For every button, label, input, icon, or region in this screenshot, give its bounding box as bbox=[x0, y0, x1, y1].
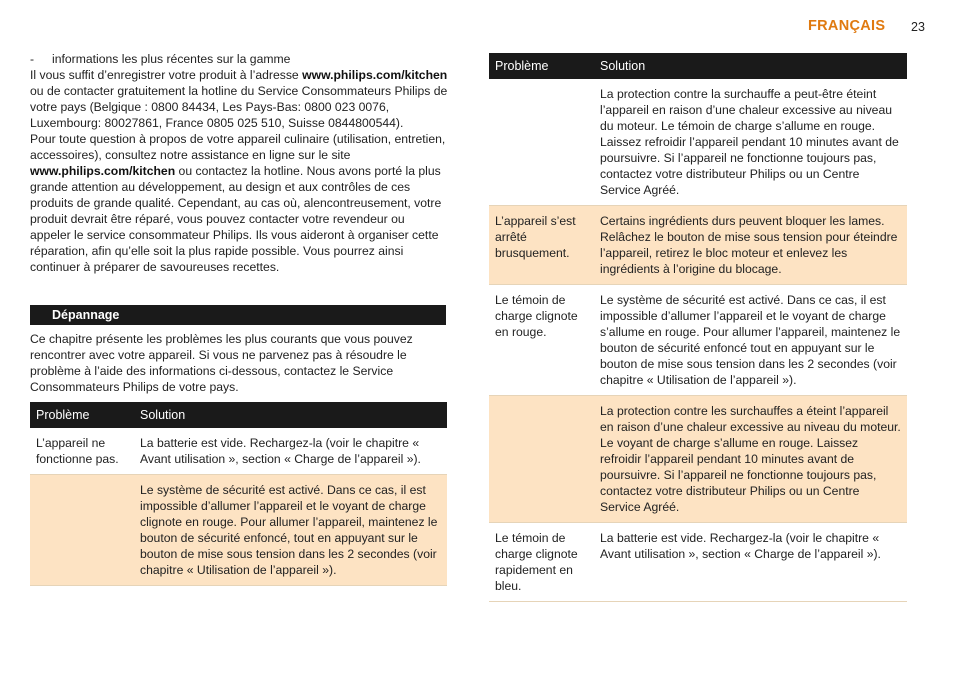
header-solution: Solution bbox=[134, 402, 447, 428]
philips-kitchen-link-2[interactable]: www.philips.com/kitchen bbox=[30, 164, 176, 178]
para2-start: Pour toute question à propos de votre appareil culinaire (utilisation, entretien, accessoires), consultez notre assistance en ligne sur le site bbox=[30, 132, 446, 162]
philips-kitchen-link[interactable]: www.philips.com/kitchen bbox=[302, 68, 448, 82]
solution-cell: La batterie est vide. Rechargez-la (voir le chapitre « Avant utilisation », section « Charge de l’appareil »). bbox=[134, 428, 447, 475]
solution-cell: La batterie est vide. Rechargez-la (voir le chapitre « Avant utilisation », section « Charge de l’appareil »). bbox=[594, 523, 907, 602]
header-problem: Problème bbox=[30, 402, 134, 428]
bullet-dash: - bbox=[30, 52, 35, 66]
problem-cell: L’appareil ne fonctionne pas. bbox=[30, 428, 134, 475]
table-row bbox=[30, 475, 447, 586]
problem-cell bbox=[489, 79, 594, 206]
page-number: 23 bbox=[911, 20, 925, 34]
language-label: FRANÇAIS bbox=[808, 18, 886, 34]
table-row bbox=[489, 206, 907, 285]
table-row bbox=[489, 285, 907, 396]
table-row bbox=[489, 396, 907, 523]
support-paragraph bbox=[30, 131, 448, 275]
intro-text-block bbox=[30, 51, 448, 275]
registration-paragraph bbox=[30, 67, 448, 131]
problem-cell: L’appareil s’est arrêté brusquement. bbox=[489, 206, 594, 285]
solution-cell: La protection contre les surchauffes a éteint l’appareil en raison d’une chaleur excessive au niveau du moteur. Le voyant de charge s’allume en rouge. Laissez refroidir l’appareil pendant 10 minutes avant de poursuivre. Si l’appareil ne fonctionne toujours pas, contactez votre distributeur Philips ou un Centre Service Agréé. bbox=[594, 396, 907, 523]
solution-cell: Le système de sécurité est activé. Dans ce cas, il est impossible d’allumer l’appareil et le voyant de charge s’allume en rouge. Pour allumer l’appareil, maintenez le bouton de sécurité enfoncé tout en appuyant sur le bouton de mise sous tension dans les 2 secondes (voir chapitre « Utilisation de l’appareil »). bbox=[594, 285, 907, 396]
problem-cell: Le témoin de charge clignote en rouge. bbox=[489, 285, 594, 396]
solution-cell: La protection contre la surchauffe a peut-être éteint l’appareil en raison d’une chaleur excessive au niveau du moteur. Le témoin de charge s’allume en rouge. Laissez refroidir l’appareil pendant 10 minutes avant de poursuivre. Si l’appareil ne fonctionne toujours pas, contactez votre distributeur Philips ou un Centre Service Agréé. bbox=[594, 79, 907, 206]
table-header-row bbox=[30, 402, 447, 428]
para1-end: ou de contacter gratuitement la hotline du Service Consommateurs Philips de votre pays (Belgique : 0800 84434, Les Pays-Bas: 0800 023 0076, Luxembourg: 80027861, France 0805 025 510, Suisse 0844800544). bbox=[30, 84, 448, 130]
troubleshooting-table-left bbox=[30, 402, 447, 586]
para2-end: ou contactez la hotline. Nous avons porté la plus grande attention au développement, au design et aux contrôles de ces produits de grande qualité. Cependant, au cas où, alencontreusement, votre produit devrait être réparé, vous pouvez contacter votre revendeur ou appeler le service consommateur Philips. Ils vous aideront à organiser cette réparation, afin qu’elle soit la plus rapide possible. Vous pourrez ainsi continuer à préparer de savoureuses recettes. bbox=[30, 164, 442, 274]
table-header-row bbox=[489, 53, 907, 79]
solution-cell: Certains ingrédients durs peuvent bloquer les lames. Relâchez le bouton de mise sous tension pour éteindre l’appareil, retirez le bloc moteur et enlevez les ingrédients à l’origine du blocage. bbox=[594, 206, 907, 285]
section-intro: Ce chapitre présente les problèmes les plus courants que vous pouvez rencontrer avec votre appareil. Si vous ne parvenez pas à résoudre le problème à l’aide des informations ci-dessous, contactez le Service Consommateurs Philips de votre pays. bbox=[30, 332, 413, 394]
problem-cell bbox=[30, 475, 134, 586]
table-row bbox=[489, 523, 907, 602]
problem-cell: Le témoin de charge clignote rapidement en bleu. bbox=[489, 523, 594, 602]
table-row bbox=[30, 428, 447, 475]
header-solution: Solution bbox=[594, 53, 907, 79]
para1-start: Il vous suffit d’enregistrer votre produit à l’adresse bbox=[30, 68, 303, 82]
bullet-item bbox=[30, 51, 448, 67]
bullet-text: informations les plus récentes sur la gamme bbox=[52, 52, 291, 66]
problem-cell bbox=[489, 396, 594, 523]
header-problem: Problème bbox=[489, 53, 594, 79]
troubleshooting-table-right bbox=[489, 53, 907, 602]
section-heading: Dépannage bbox=[30, 305, 446, 325]
table-row bbox=[489, 79, 907, 206]
solution-cell: Le système de sécurité est activé. Dans ce cas, il est impossible d’allumer l’appareil et le voyant de charge clignote en rouge. Pour allumer l’appareil, maintenez le bouton de sécurité enfoncé, tout en appuyant sur le bouton de mise sous tension dans les 2 secondes (voir chapitre « Utilisation de l’appareil »). bbox=[134, 475, 447, 586]
